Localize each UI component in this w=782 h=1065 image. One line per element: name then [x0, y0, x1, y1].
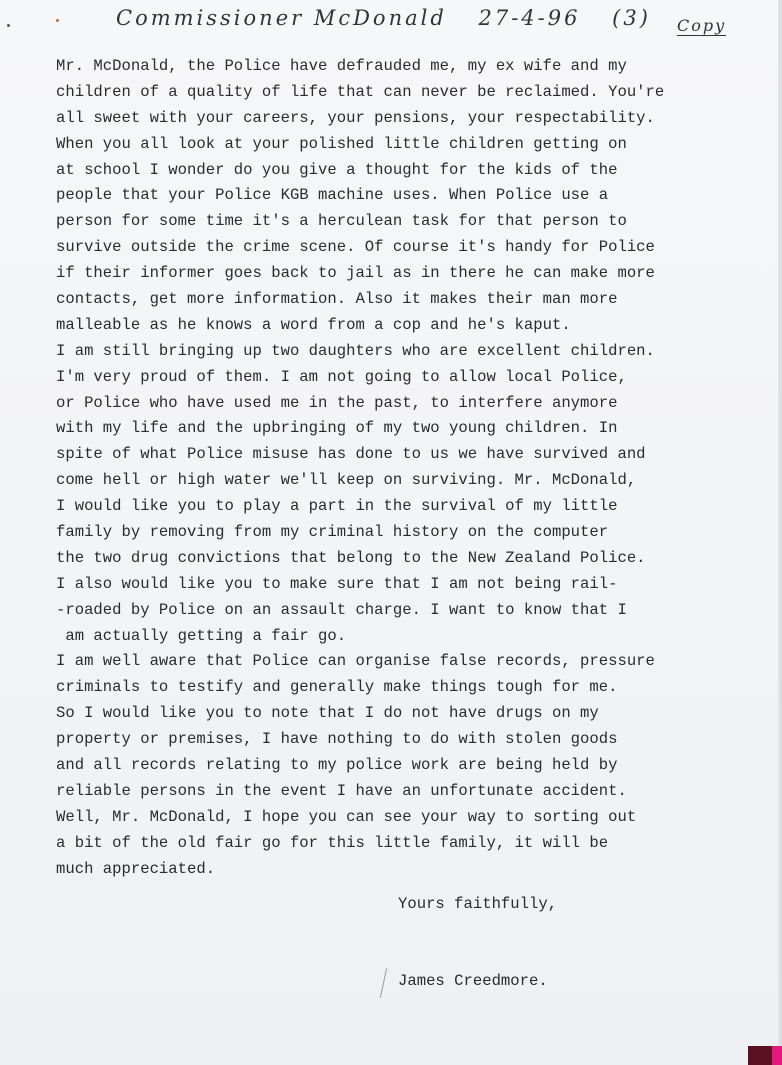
header-page-number: (3) [612, 6, 651, 30]
letter-signature: James Creedmore. [398, 972, 548, 990]
letter-line: -roaded by Police on an assault charge. I want to know that I [56, 600, 627, 619]
letter-line: much appreciated. [56, 859, 216, 878]
letter-body [56, 54, 664, 883]
page-edge-shadow [778, 0, 782, 1065]
letter-line: I am well aware that Police can organise false records, pressure [56, 652, 655, 671]
signature-stroke [380, 968, 387, 998]
letter-line: family by removing from my criminal history on the computer [56, 523, 609, 542]
page-marker-tab [748, 1046, 782, 1065]
letter-line: malleable as he knows a word from a cop and he's kaput. [56, 315, 571, 334]
letter-line: survive outside the crime scene. Of course it's handy for Police [56, 238, 655, 257]
letter-closing: Yours faithfully, [398, 895, 558, 913]
letter-line: a bit of the old fair go for this little family, it will be [56, 833, 609, 852]
speck [7, 24, 10, 27]
letter-line: I also would like you to make sure that I am not being rail- [56, 574, 618, 593]
letter-line: people that your Police KGB machine uses. When Police use a [56, 186, 609, 205]
letter-line: property or premises, I have nothing to do with stolen goods [56, 730, 618, 749]
letter-line: all sweet with your careers, your pensions, your respectability. [56, 108, 655, 127]
letter-line: criminals to testify and generally make things tough for me. [56, 678, 618, 697]
letter-line: children of a quality of life that can never be reclaimed. You're [56, 82, 665, 101]
letter-line: So I would like you to note that I do not have drugs on my [56, 704, 599, 723]
letter-line: and all records relating to my police work are being held by [56, 756, 618, 775]
letter-line: at school I wonder do you give a thought for the kids of the [56, 160, 618, 179]
letter-line: contacts, get more information. Also it makes their man more [56, 290, 618, 309]
speck [56, 19, 59, 22]
handwritten-header [116, 6, 673, 30]
letter-line: come hell or high water we'll keep on surviving. Mr. McDonald, [56, 471, 637, 490]
letter-line: When you all look at your polished little children getting on [56, 134, 627, 153]
letter-line: I am still bringing up two daughters who are excellent children. [56, 341, 655, 360]
letter-line: spite of what Police misuse has done to us we have survived and [56, 445, 646, 464]
header-date: 27-4-96 [478, 6, 581, 30]
letter-line: person for some time it's a herculean task for that person to [56, 212, 627, 231]
letter-line: I would like you to play a part in the survival of my little [56, 497, 618, 516]
header-recipient: Commissioner McDonald [116, 6, 447, 30]
letter-line: am actually getting a fair go. [56, 626, 347, 645]
letter-line: with my life and the upbringing of my two young children. In [56, 419, 618, 438]
letter-line: the two drug convictions that belong to the New Zealand Police. [56, 548, 646, 567]
letter-line: Well, Mr. McDonald, I hope you can see your way to sorting out [56, 807, 637, 826]
copy-mark: Copy [677, 16, 727, 35]
letter-line: if their informer goes back to jail as in there he can make more [56, 264, 655, 283]
letter-line: or Police who have used me in the past, to interfere anymore [56, 393, 618, 412]
letter-line: reliable persons in the event I have an unfortunate accident. [56, 781, 627, 800]
letter-line: Mr. McDonald, the Police have defrauded me, my ex wife and my [56, 57, 627, 75]
letter-line: I'm very proud of them. I am not going to allow local Police, [56, 367, 627, 386]
